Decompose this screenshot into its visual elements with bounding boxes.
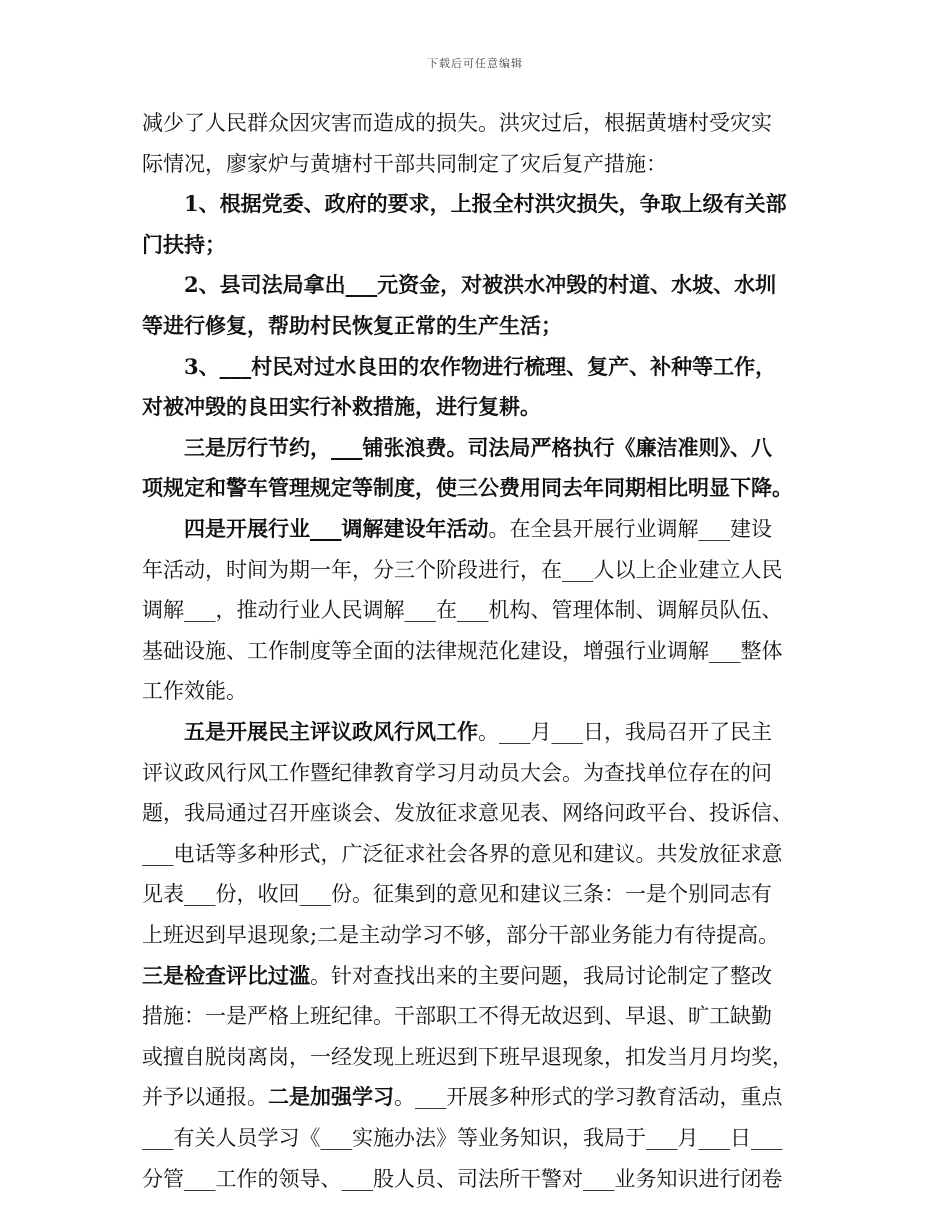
bold-text-segment: 项规定和警车管理规定等制度，使三公费用同去年同期相比明显下降。	[142, 475, 793, 501]
bold-text-segment: 门扶持；	[142, 231, 226, 257]
text-segment: 际情况，廖家炉与黄塘村干部共同制定了灾后复产措施：	[142, 151, 667, 176]
text-segment: 措施：一是严格上班纪律。干部职工不得无故迟到、早退、旷工缺勤	[142, 1004, 772, 1029]
text-segment: 基础设施、工作制度等全面的法律规范化建设，增强行业调解___整体	[142, 638, 783, 663]
text-segment: 分管___工作的领导、___股人员、司法所干警对___业务知识进行闭卷	[142, 1166, 783, 1191]
text-segment: 减少了人民群众因灾害而造成的损失。洪灾过后，根据黄塘村受灾实	[142, 111, 772, 135]
text-segment: 题，我局通过召开座谈会、发放征求意见表、网络问政平台、投诉信、	[142, 801, 793, 826]
text-line	[142, 306, 817, 346]
text-line	[142, 468, 817, 508]
text-line	[142, 996, 817, 1036]
text-line	[142, 956, 817, 996]
text-segment: 上班迟到早退现象;二是主动学习不够，部分干部业务能力有待提高。	[142, 923, 780, 947]
text-segment: 工作效能。	[142, 679, 247, 704]
text-segment: 评议政风行风工作暨纪律教育学习月动员大会。为查找单位存在的问	[142, 760, 772, 785]
text-line	[142, 712, 817, 752]
text-line	[142, 671, 817, 711]
text-line	[142, 265, 817, 305]
text-segment: 调解___，推动行业人民调解___在___机构、管理体制、调解员队伍、	[142, 598, 783, 623]
text-line	[142, 834, 817, 874]
text-line	[142, 590, 817, 630]
text-line	[142, 631, 817, 671]
bold-text-segment: 等进行修复，帮助村民恢复正常的生产生活；	[142, 313, 562, 338]
header-note: 下载后可任意编辑	[427, 57, 523, 70]
bold-text-segment: 三是检查评比过滥	[142, 962, 310, 988]
text-line	[142, 225, 817, 265]
bold-text-segment: 二是加强学习	[268, 1084, 394, 1110]
text-line	[142, 103, 817, 143]
text-segment: 并予以通报。	[142, 1085, 268, 1110]
text-line	[142, 1037, 817, 1077]
text-segment: 。针对查找出来的主要问题，我局讨论制定了整改	[310, 963, 772, 988]
bold-text-segment: 2、县司法局拿出___元资金，对被洪水冲毁的村道、水坡、水圳	[142, 272, 777, 298]
text-line	[142, 550, 817, 590]
text-line	[142, 915, 817, 955]
text-segment: ___电话等多种形式，广泛征求社会各界的意见和建议。共发放征求意	[142, 841, 783, 866]
text-segment: 。___月___日，我局召开了民主	[478, 720, 772, 744]
text-segment: 年活动，时间为期一年，分三个阶段进行，在___人以上企业建立人民	[142, 557, 783, 582]
text-segment: 。在全县开展行业调解___建设	[488, 517, 772, 541]
bold-text-segment: 五是开展民主评议政风行风工作	[142, 719, 478, 744]
bold-text-segment: 四是开展行业___调解建设年活动	[142, 516, 489, 541]
bold-text-segment: 3、___村民对过水良田的农作物进行梳理、复产、补种等工作，	[142, 353, 777, 379]
text-line	[142, 428, 817, 468]
text-line	[142, 793, 817, 833]
text-line	[142, 753, 817, 793]
bold-text-segment: 对被冲毁的良田实行补救措施，进行复耕。	[142, 394, 541, 420]
text-line	[142, 144, 817, 184]
text-line	[142, 1118, 817, 1158]
text-line	[142, 347, 817, 387]
text-line	[142, 1159, 817, 1199]
text-segment: 。___开展多种形式的学习教育活动，重点	[394, 1085, 783, 1110]
text-segment: ___有关人员学习《___实施办法》等业务知识，我局于___月___日___	[142, 1126, 783, 1150]
text-line	[142, 1077, 817, 1117]
text-line	[142, 874, 817, 914]
bold-text-segment: 三是厉行节约，___铺张浪费。司法局严格执行《廉洁准则》、八	[142, 434, 772, 460]
text-line	[142, 387, 817, 427]
text-line	[142, 184, 817, 224]
text-line	[142, 509, 817, 549]
text-segment: 或擅自脱岗离岗，一经发现上班迟到下班早退现象，扣发当月月均奖，	[142, 1044, 793, 1069]
text-segment: 见表___份，收回___份。征集到的意见和建议三条：一是个别同志有	[142, 882, 772, 907]
bold-text-segment: 1、根据党委、政府的要求，上报全村洪灾损失，争取上级有关部	[142, 191, 787, 217]
